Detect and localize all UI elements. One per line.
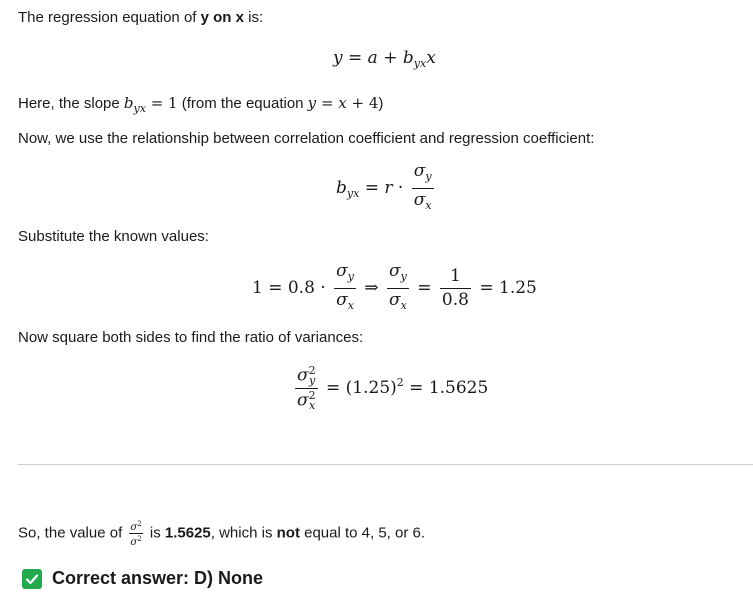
square-text: Now square both sides to find the ratio of variances: bbox=[18, 329, 364, 346]
variance-ratio-equation: σ 2 y σ 2 x = $(1.25)^2 = 1.5625$ bbox=[297, 364, 489, 412]
relationship-text: Now, we use the relationship between correlation coefficient and regression coefficient: bbox=[18, 130, 595, 147]
substitute-text: Substitute the known values: bbox=[18, 228, 209, 245]
substitution-equation: 1 = 0.8 · $\frac{\sigma_y}{\sigma_x}$ ⇒ $\frac{\sigma_y}{\sigma_x}$ = $\frac{1}{0.8}$ = 1.25 bbox=[252, 261, 537, 312]
relationship-equation: $b_{yx} = r$ · $\frac{\sigma_y}{\sigma_x}$ bbox=[336, 162, 437, 215]
intro-text: The regression equation of y on x is: bbox=[18, 9, 264, 26]
conclusion-text: So, the value of $\frac{\sigma^2}{\sigma^2}$ is 1.5625, which is not equal to 4, 5, or 6. bbox=[18, 520, 426, 548]
correct-answer-label: Correct answer: D) None bbox=[52, 568, 264, 588]
regression-equation: $y = a + b_{yx}x$ bbox=[333, 48, 436, 70]
section-divider bbox=[18, 464, 753, 465]
slope-text: Here, the slope $b_{yx} = 1$ (from the equation y = x + 4) bbox=[18, 94, 384, 115]
check-icon bbox=[22, 569, 42, 589]
correct-answer bbox=[22, 568, 263, 589]
sigma-ratio-fraction: $\frac{\sigma_y}{\sigma_x}$ bbox=[413, 161, 432, 212]
